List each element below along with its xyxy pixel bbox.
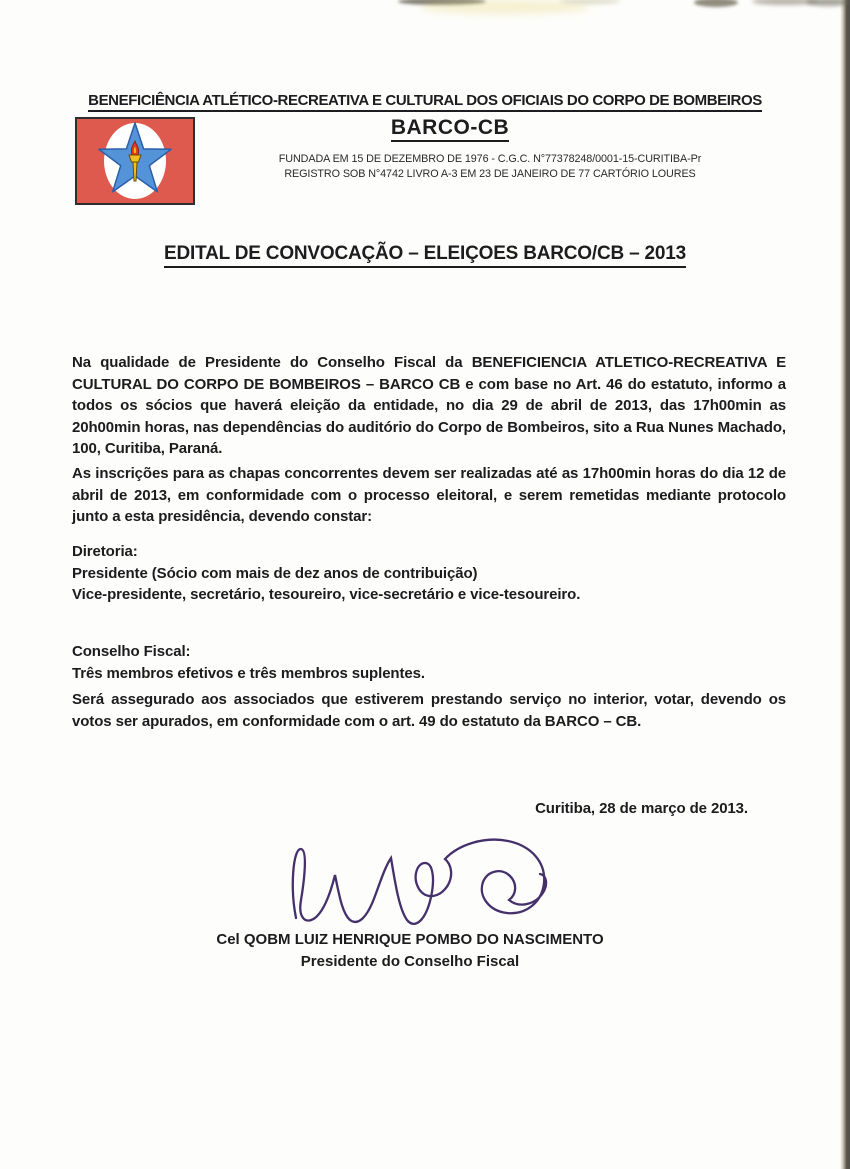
paragraph-interior-voting: Será assegurado aos associados que estiverem prestando serviço no interior, votar, devendo os votos ser apurados, em conformidade com o art. 49 do estatuto da BARCO – CB. [72, 691, 786, 730]
diretoria-line: Vice-presidente, secretário, tesoureiro, vice-secretário e vice-tesoureiro. [72, 586, 581, 603]
signature-scribble-icon [286, 830, 572, 936]
handwritten-signature [286, 830, 572, 936]
scan-edge-artifact [840, 0, 850, 1169]
diretoria-heading: Diretoria: [72, 543, 138, 560]
document-title: EDITAL DE CONVOCAÇÃO – ELEIÇOES BARCO/CB – 2013 [0, 243, 850, 265]
diretoria-section [72, 541, 786, 606]
paragraph-registration-deadline: As inscrições para as chapas concorrentes devem ser realizadas até as 17h00min horas do dia 12 de abril de 2013, em conformidade com o processo eleitoral, e serem remetidas mediante protocolo junto a esta presidência, devendo constar: [72, 465, 786, 525]
org-full-name-heading: BENEFICIÊNCIA ATLÉTICO-RECREATIVA E CULTURAL DOS OFICIAIS DO CORPO DE BOMBEIROS [0, 92, 850, 109]
founding-line: FUNDADA EM 15 DE DEZEMBRO DE 1976 - C.G.C. N°77378248/0001-15-CURITIBA-Pr [278, 153, 702, 165]
signer-role: Presidente do Conselho Fiscal [300, 953, 520, 970]
org-abbreviation-heading: BARCO-CB [60, 116, 840, 140]
diretoria-line: Presidente (Sócio com mais de dez anos de contribuição) [72, 564, 478, 582]
conselho-line: Três membros efetivos e três membros suplentes. [72, 664, 425, 682]
signer-name: Cel QOBM LUIZ HENRIQUE POMBO DO NASCIMENTO [216, 931, 604, 948]
conselho-fiscal-section [72, 641, 786, 684]
conselho-heading: Conselho Fiscal: [72, 643, 191, 660]
scan-smudge [694, 0, 738, 7]
paragraph-election-announcement: Na qualidade de Presidente do Conselho Fiscal da BENEFICIENCIA ATLETICO-RECREATIVA E CULTURAL DO CORPO DE BOMBEIROS – BARCO CB e com base no Art. 46 do estatuto, informo a todos os sócios que haverá eleição da entidade, no dia 29 de abril de 2013, das 17h00min as 20h00min horas, nas dependências do auditório do Corpo de Bombeiros, sito a Rua Nunes Machado, 100, Curitiba, Paraná. [72, 354, 786, 457]
date-place-line: Curitiba, 28 de março de 2013. [535, 800, 748, 817]
registry-line: REGISTRO SOB N°4742 LIVRO A-3 EM 23 DE JANEIRO DE 77 CARTÓRIO LOURES [284, 167, 696, 180]
founding-registry-text [195, 152, 785, 181]
signer-block [60, 929, 760, 973]
